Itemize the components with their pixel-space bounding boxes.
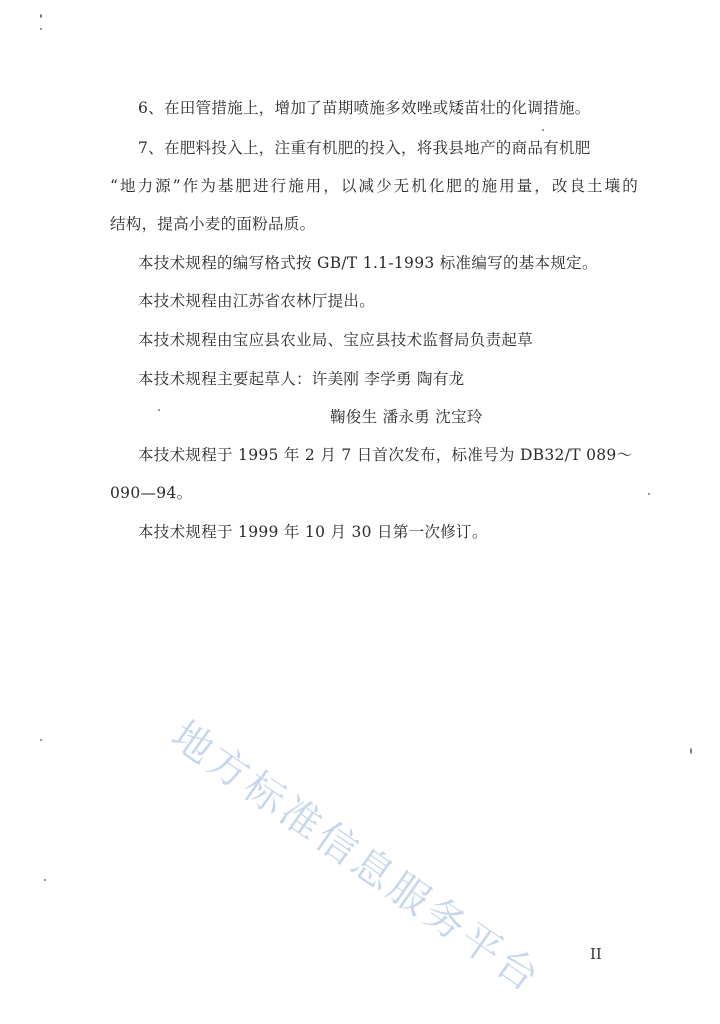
scan-speck [44, 879, 46, 881]
paragraph-item-7-line-1: 7、在肥料投入上，注重有机肥的投入，将我县地产的商品有机肥 [138, 139, 591, 157]
page-number: II [590, 945, 602, 963]
paragraph-item-6: 6、在田管措施上，增加了苗期喷施多效唑或矮苗壮的化调措施。 [138, 99, 591, 117]
watermark: 地方标准信息服务平台 [162, 712, 550, 1003]
format-statement: 本技术规程的编写格式按 GB/T 1.1-1993 标准编写的基本规定。 [138, 254, 598, 272]
scan-speck [690, 748, 692, 754]
drafter-statement: 本技术规程由宝应县农业局、宝应县技术监督局负责起草 [138, 331, 534, 349]
revision-statement: 本技术规程于 1999 年 10 月 30 日第一次修订。 [138, 523, 488, 541]
authors-line-1: 本技术规程主要起草人：许美刚 李学勇 陶有龙 [138, 370, 465, 388]
scan-speck [40, 28, 42, 30]
authors-line-2: 鞠俊生 潘永勇 沈宝玲 [330, 408, 483, 426]
paragraph-item-7-line-2: “地力源”作为基肥进行施用，以减少无机化肥的施用量，改良土壤的 [110, 177, 638, 195]
publication-statement-line-1: 本技术规程于 1995 年 2 月 7 日首次发布，标准号为 DB32/T 089～ [138, 446, 633, 464]
proposer-statement: 本技术规程由江苏省农林厅提出。 [138, 292, 376, 310]
scan-speck [648, 493, 650, 495]
scan-speck [40, 14, 42, 18]
scan-speck [158, 409, 160, 411]
publication-statement-line-2: 090—94。 [110, 484, 193, 502]
scan-speck [40, 739, 42, 741]
paragraph-item-7-line-3: 结构，提高小麦的面粉品质。 [110, 215, 316, 233]
scan-speck [542, 129, 544, 131]
